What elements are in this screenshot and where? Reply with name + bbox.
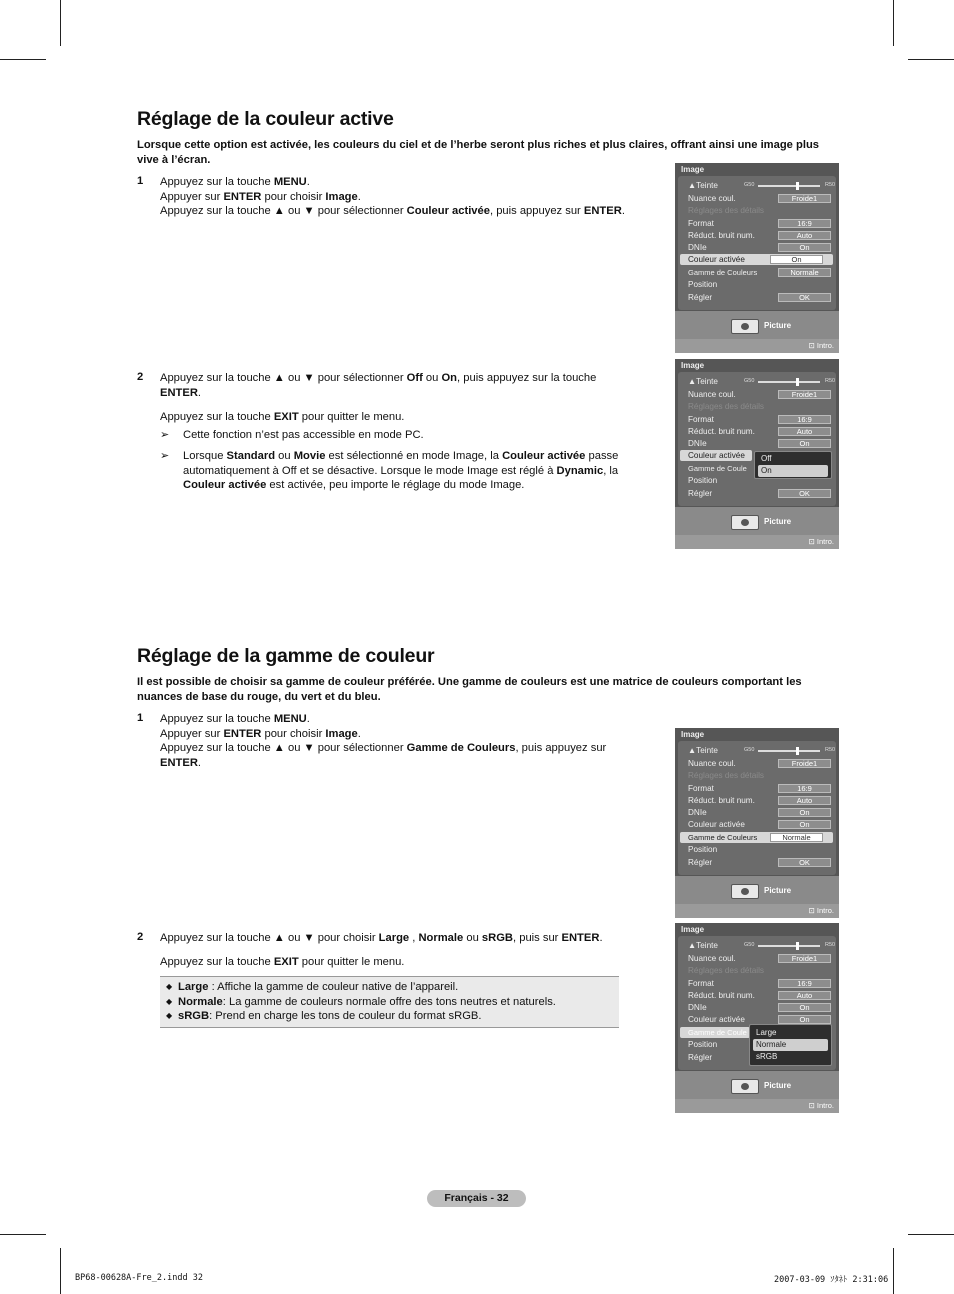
crop-mark bbox=[893, 0, 894, 46]
step-text: Appuyez sur la touche EXIT pour quitter le menu. bbox=[160, 956, 405, 968]
section-title: Réglage de la gamme de couleur bbox=[137, 645, 435, 667]
crop-mark bbox=[908, 59, 954, 60]
tv-icon bbox=[731, 884, 759, 899]
step-text: Appuyez sur la touche ▲ ou ▼ pour sélectionner Off ou On, puis appuyez sur la touche ENTER. bbox=[160, 372, 597, 399]
page-number: Français - 32 bbox=[427, 1190, 526, 1207]
up-arrow-icon: ▲ bbox=[688, 941, 697, 950]
dropdown: Off On bbox=[754, 451, 832, 479]
osd-screenshot: Image ▲Teinte G50 R50 Nuance coul. Froide1 Réglages des détails Format 16:9 Réduct. bruit num. Auto DNIe On Couleur activée On Gamme de Couleurs Normale Position Régler OK Picture ⊡ Intro. bbox=[675, 728, 839, 918]
step-text: Appuyez sur la touche ▲ ou ▼ pour choisir Large , Normale ou sRGB, puis sur ENTER. bbox=[160, 932, 603, 944]
tv-icon bbox=[731, 319, 759, 334]
step-number: 2 bbox=[137, 371, 144, 383]
up-arrow-icon: ▲ bbox=[688, 377, 697, 386]
section-intro: Lorsque cette option est activée, les couleurs du ciel et de l’herbe seront plus riches et plus claires, offrant ainsi une image plus vive à l’écran. bbox=[137, 139, 820, 166]
up-arrow-icon: ▲ bbox=[688, 746, 697, 755]
up-arrow-icon: ▲ bbox=[688, 181, 697, 190]
osd-screenshot: Image ▲Teinte G50 R50 Nuance coul. Froide1 Réglages des détails Format 16:9 Réduct. bruit num. Auto DNIe On Couleur activée Gamme de Coule Position Régler OK Off On Picture ⊡ Intro. bbox=[675, 359, 839, 549]
crop-mark bbox=[908, 1234, 954, 1235]
step-text: Appuyez sur la touche MENU. Appuyer sur ENTER pour choisir Image. Appuyez sur la touche ▲ ou ▼ pour sélectionner Couleur activée, puis appuyez sur ENTER. bbox=[160, 176, 625, 218]
footer-date: 2007-03-09 ｿﾀﾈﾄ 2:31:06 bbox=[774, 1275, 889, 1285]
list-item: ◆ sRGB: Prend en charge les tons de couleur du format sRGB. bbox=[166, 1010, 482, 1023]
section-intro: Il est possible de choisir sa gamme de couleur préférée. Une gamme de couleurs est une matrice de couleurs comportant les nuances de base du rouge, du vert et du bleu. bbox=[137, 676, 802, 703]
step-text: Appuyez sur la touche MENU. Appuyer sur ENTER pour choisir Image. Appuyez sur la touche ▲ ou ▼ pour sélectionner Gamme de Couleurs, puis appuyez sur ENTER. bbox=[160, 713, 607, 769]
arrow-icon: ➢ bbox=[160, 429, 170, 441]
note: ➢ Lorsque Standard ou Movie est sélectionné en mode Image, la Couleur activée passe automatiquement à Off et se désactive. Lorsque le mode Image est réglé à Dynamic, la Couleur activée est activée, peu importe le réglage du mode Image. bbox=[160, 450, 619, 492]
osd-screenshot: Image ▲Teinte G50 R50 Nuance coul. Froide1 Réglages des détails Format 16:9 Réduct. bruit num. Auto DNIe On Couleur activée On Gamme de Coule Position Régler Large Normale sRGB Picture ⊡ Intro. bbox=[675, 923, 839, 1113]
crop-mark bbox=[60, 0, 61, 46]
arrow-icon: ➢ bbox=[160, 450, 170, 462]
step-text: Appuyez sur la touche EXIT pour quitter le menu. bbox=[160, 411, 405, 423]
note: ➢ Cette fonction n’est pas accessible en mode PC. bbox=[160, 429, 424, 441]
list-item: ◆ Normale: La gamme de couleurs normale offre des tons neutres et naturels. bbox=[166, 995, 556, 1008]
step-number: 2 bbox=[137, 931, 144, 943]
tv-icon bbox=[731, 515, 759, 530]
crop-mark bbox=[0, 1234, 46, 1235]
tv-icon bbox=[731, 1079, 759, 1094]
crop-mark bbox=[0, 59, 46, 60]
crop-mark bbox=[893, 1248, 894, 1294]
crop-mark bbox=[60, 1248, 61, 1294]
footer-file: BP68-00628A-Fre_2.indd 32 bbox=[75, 1273, 203, 1283]
step-number: 1 bbox=[137, 712, 144, 724]
option-list bbox=[160, 976, 619, 1028]
dropdown: Large Normale sRGB bbox=[749, 1024, 832, 1066]
osd-screenshot: Image ▲Teinte G50 R50 Nuance coul. Froide1 Réglages des détails Format 16:9 Réduct. bruit num. Auto DNIe On Couleur activée On Gamme de Couleurs Normale Position Régler OK Picture ⊡ Intro. bbox=[675, 163, 839, 353]
step-number: 1 bbox=[137, 175, 144, 187]
section-title: Réglage de la couleur active bbox=[137, 108, 394, 130]
list-item: ◆ Large : Affiche la gamme de couleur native de l’appareil. bbox=[166, 981, 459, 993]
